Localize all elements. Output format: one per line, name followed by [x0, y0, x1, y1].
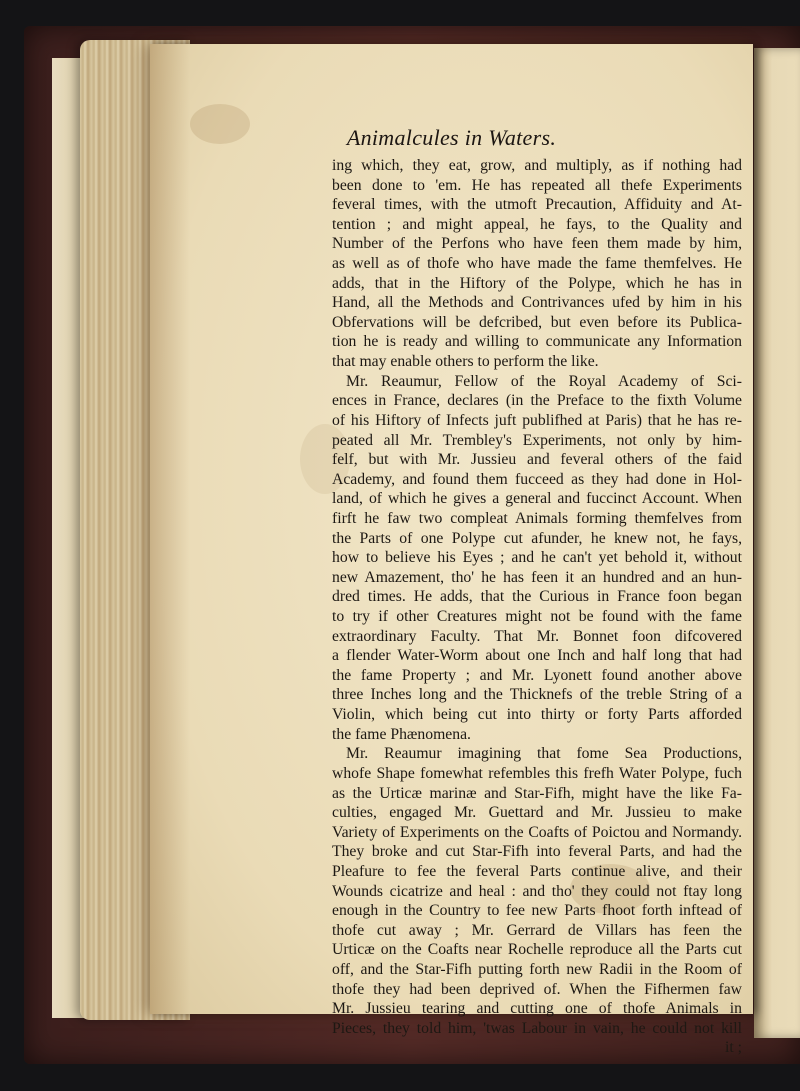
- text-line: the fame Property ; and Mr. Lyonett found another above: [332, 666, 742, 684]
- facing-page-edge: [754, 48, 800, 1038]
- text-line: a flender Water-Worm about one Inch and half long that had: [332, 647, 742, 665]
- text-line: feveral times, with the utmoft Precaution, Affiduity and At-: [332, 196, 742, 214]
- catchword: it ;: [725, 1039, 742, 1057]
- text-line: adds, that in the Hiftory of the Polype, which he has in: [332, 274, 742, 292]
- text-line: Wounds cicatrize and heal : and tho' they could not ftay long: [332, 882, 742, 900]
- text-line: Variety of Experiments on the Coafts of Poictou and Normandy.: [332, 823, 742, 841]
- text-line: of his Hiftory of Infects juft publifhed at Paris) that he has re-: [332, 411, 742, 429]
- text-line: as the Urticæ marinæ and Star-Fifh, might have the like Fa-: [332, 784, 742, 802]
- text-line: the fame Phænomena.: [332, 725, 471, 743]
- text-line: whofe Shape fomewhat refembles this frefh Water Polype, fuch: [332, 764, 742, 782]
- text-line: enough in the Country to fee new Parts fhoot forth inftead of: [332, 902, 742, 920]
- text-line: thofe cut away ; Mr. Gerrard de Villars has feen the: [332, 921, 742, 939]
- text-line: land, of which he gives a general and fuccinct Account. When: [332, 490, 742, 508]
- text-line: new Amazement, tho' he has feen it an hundred and an hun-: [332, 568, 742, 586]
- text-line: Number of the Perfons who have feen them made by him,: [332, 235, 742, 253]
- running-head: Animalcules in Waters.: [346, 125, 557, 150]
- text-line: tion he is ready and willing to communicate any Information: [332, 333, 742, 351]
- text-line: culties, engaged Mr. Guettard and Mr. Jussieu to make: [332, 804, 742, 822]
- text-line: to try if other Creatures might not be found with the fame: [332, 608, 742, 626]
- text-line: felf, but with Mr. Jussieu and feveral others of the faid: [332, 451, 742, 469]
- text-line: been done to 'em. He has repeated all thefe Experiments: [332, 176, 742, 194]
- text-line: peated all Mr. Trembley's Experiments, not only by him-: [332, 431, 742, 449]
- text-line: the Parts of one Polype cut afunder, he knew not, he fays,: [332, 529, 742, 547]
- text-line: extraordinary Faculty. That Mr. Bonnet foon difcovered: [332, 627, 742, 645]
- text-line: dred times. He adds, that the Curious in France foon began: [332, 588, 742, 606]
- text-line: ing which, they eat, grow, and multiply, as if nothing had: [332, 157, 742, 174]
- body-text: [332, 156, 742, 1058]
- text-line: Mr. Reaumur, Fellow of the Royal Academy of Sci-: [346, 372, 742, 390]
- text-line: Mr. Jussieu tearing and cutting one of thofe Animals in: [332, 1000, 742, 1018]
- text-line: ences in France, declares (in the Preface to the fixth Volume: [332, 392, 742, 410]
- text-line: Mr. Reaumur imagining that fome Sea Productions,: [346, 745, 742, 763]
- text-line: thofe they had been deprived of. When the Fifhermen faw: [332, 980, 742, 998]
- text-line: Obfervations will be defcribed, but even before its Publica-: [332, 313, 742, 331]
- text-line: that may enable others to perform the like.: [332, 353, 599, 371]
- text-line: Academy, and found them fucceed as they had done in Hol-: [332, 470, 742, 488]
- text-line: They broke and cut Star-Fifh into feveral Parts, and had the: [332, 843, 742, 861]
- text-line: three Inches long and the Thicknefs of the treble String of a: [332, 686, 742, 704]
- text-line: Pieces, they told him, 'twas Labour in vain, he could not kill: [332, 1019, 742, 1037]
- text-line: how to believe his Eyes ; and he can't yet behold it, without: [332, 549, 742, 567]
- text-line: as well as of thofe who have made the fame themfelves. He: [332, 255, 742, 273]
- text-line: Pleafure to fee the feveral Parts continue alive, and their: [332, 862, 742, 880]
- text-line: Urticæ on the Coafts near Rochelle reproduce all the Parts cut: [332, 941, 742, 959]
- text-line: off, and the Star-Fifh putting forth new Radii in the Room of: [332, 960, 742, 978]
- text-line: tention ; and might appeal, he fays, to the Quality and: [332, 215, 742, 233]
- text-line: Hand, all the Methods and Contrivances ufed by him in his: [332, 294, 742, 312]
- text-line: firft he faw two compleat Animals forming themfelves from: [332, 509, 742, 527]
- text-line: Violin, which being cut into thirty or forty Parts afforded: [332, 706, 742, 724]
